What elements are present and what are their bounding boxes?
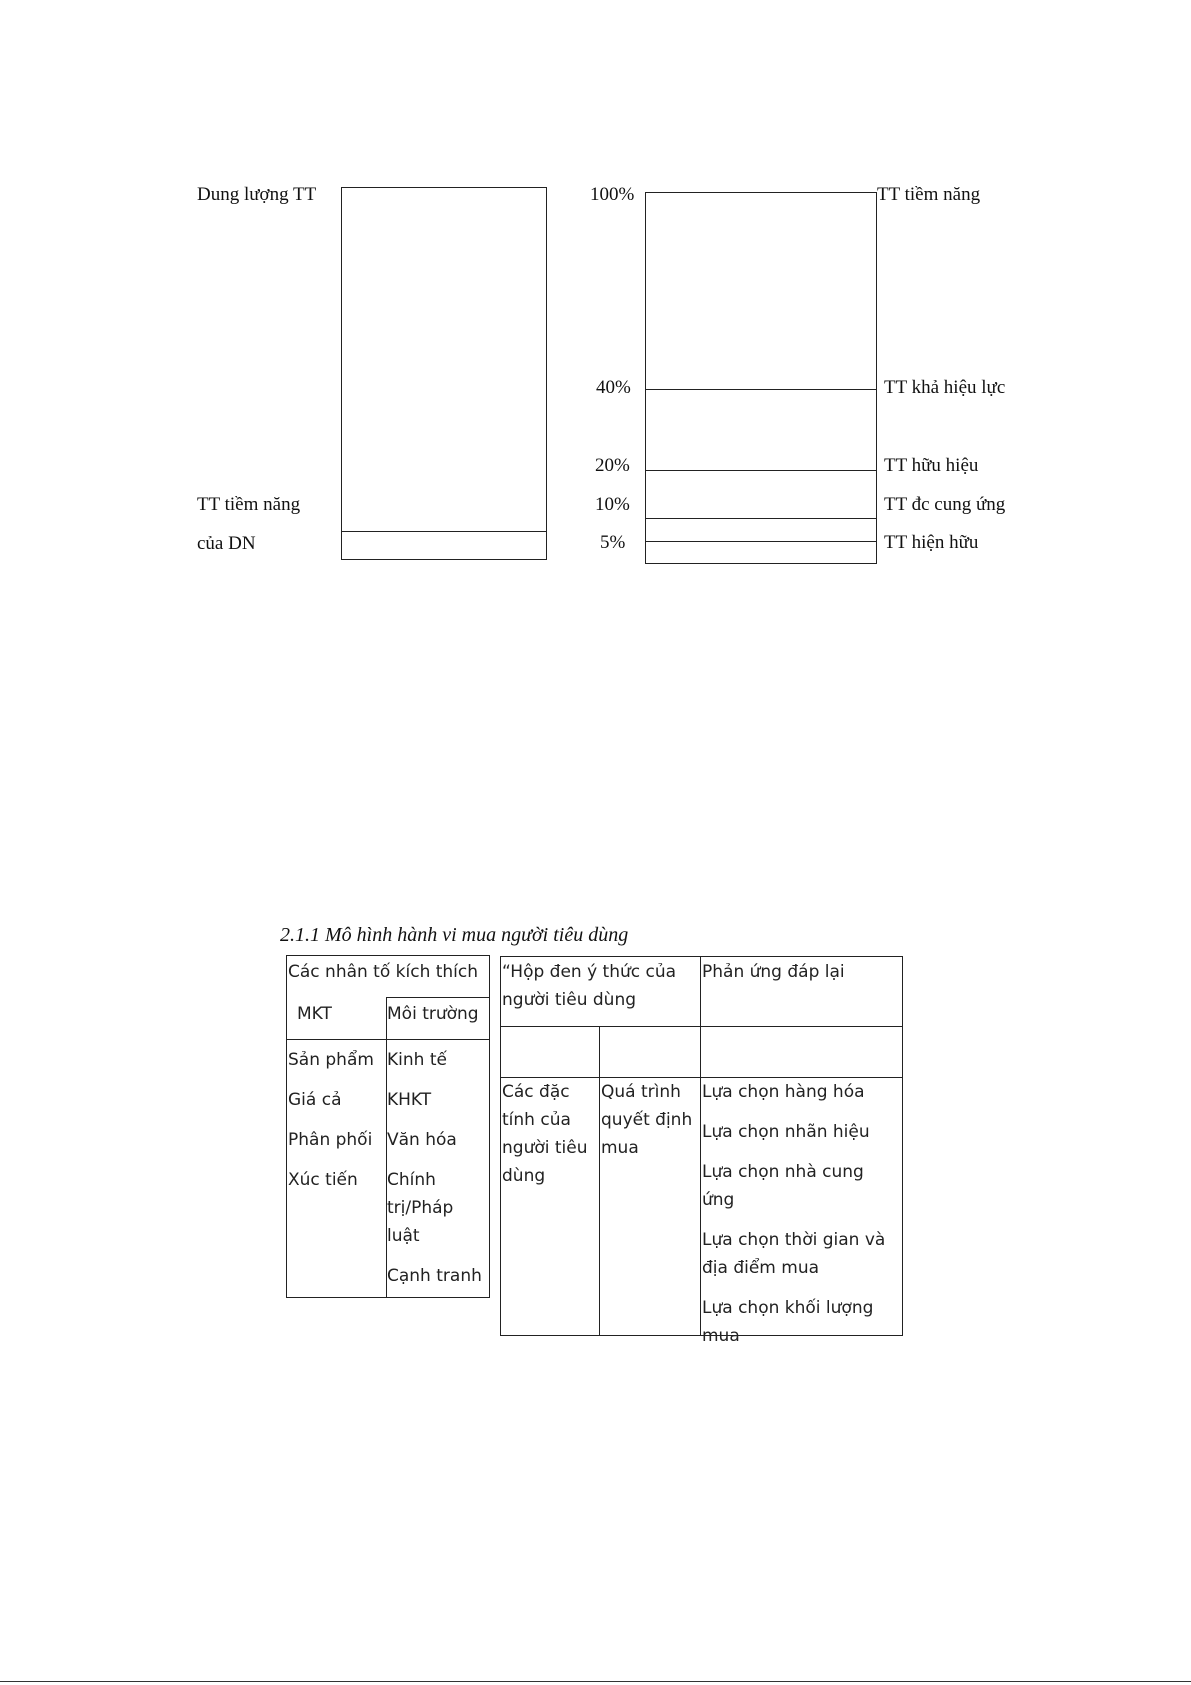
blackbox-col-divider [599,1026,600,1336]
section-title: 2.1.1 Mô hình hành vi mua người tiêu dùng [280,924,629,946]
response-header: Phản ứng đáp lại [702,962,845,982]
response-item: Lựa chọn nhãn hiệu [702,1122,870,1142]
percent-20: 20% [595,455,630,476]
mkt-header: MKT [297,1004,332,1024]
decision-process: Quá trình quyết định mua [601,1082,693,1158]
environment-item: KHKT [387,1090,432,1110]
left-top-label: Dung lượng TT [197,184,317,205]
environment-item: Văn hóa [387,1130,457,1150]
left-capacity-box [341,187,547,560]
response-item: Lựa chọn khối lượng mua [702,1298,874,1346]
response-item: Lựa chọn hàng hóa [702,1082,865,1102]
response-item: Lựa chọn thời gian và địa điểm mua [702,1230,886,1278]
left-divider [341,531,547,532]
level-line-5 [645,541,877,542]
stimuli-header-divider [386,997,490,998]
environment-items [387,1040,487,1290]
level-label-potential: TT tiềm năng [877,184,981,205]
level-label-existing: TT hiện hữu [884,532,979,553]
response-list [702,1078,900,1350]
consumer-characteristics: Các đặc tính của người tiêu dùng [502,1082,588,1186]
mkt-items [288,1040,384,1200]
percent-40: 40% [596,377,631,398]
level-line-40 [645,389,877,390]
level-line-10 [645,518,877,519]
response-header-divider [500,1026,903,1027]
level-line-20 [645,470,877,471]
right-market-box [645,192,877,564]
left-bottom-label-2: của DN [197,533,256,554]
percent-10: 10% [595,494,630,515]
environment-item: Cạnh tranh [387,1266,482,1286]
environment-item: Kinh tế [387,1050,447,1070]
blackbox-header: “Hộp đen ý thức của người tiêu dùng [502,962,677,1010]
mkt-item: Giá cả [288,1090,342,1110]
percent-100: 100% [590,184,635,205]
mkt-item: Phân phối [288,1130,373,1150]
environment-header: Môi trường [387,1004,479,1024]
level-label-effective: TT hữu hiệu [884,455,979,476]
level-label-available: TT khả hiệu lực [884,377,1006,398]
percent-5: 5% [600,532,626,553]
level-label-served: TT đc cung ứng [884,494,1006,515]
stimuli-header: Các nhân tố kích thích [288,962,479,982]
environment-item: Chính trị/Pháp luật [387,1170,454,1246]
response-col-divider [700,956,701,1336]
response-item: Lựa chọn nhà cung ứng [702,1162,864,1210]
mkt-item: Xúc tiến [288,1170,358,1190]
page-bottom-rule [0,1681,1191,1682]
mkt-item: Sản phẩm [288,1050,374,1070]
left-bottom-label-1: TT tiềm năng [197,494,301,515]
